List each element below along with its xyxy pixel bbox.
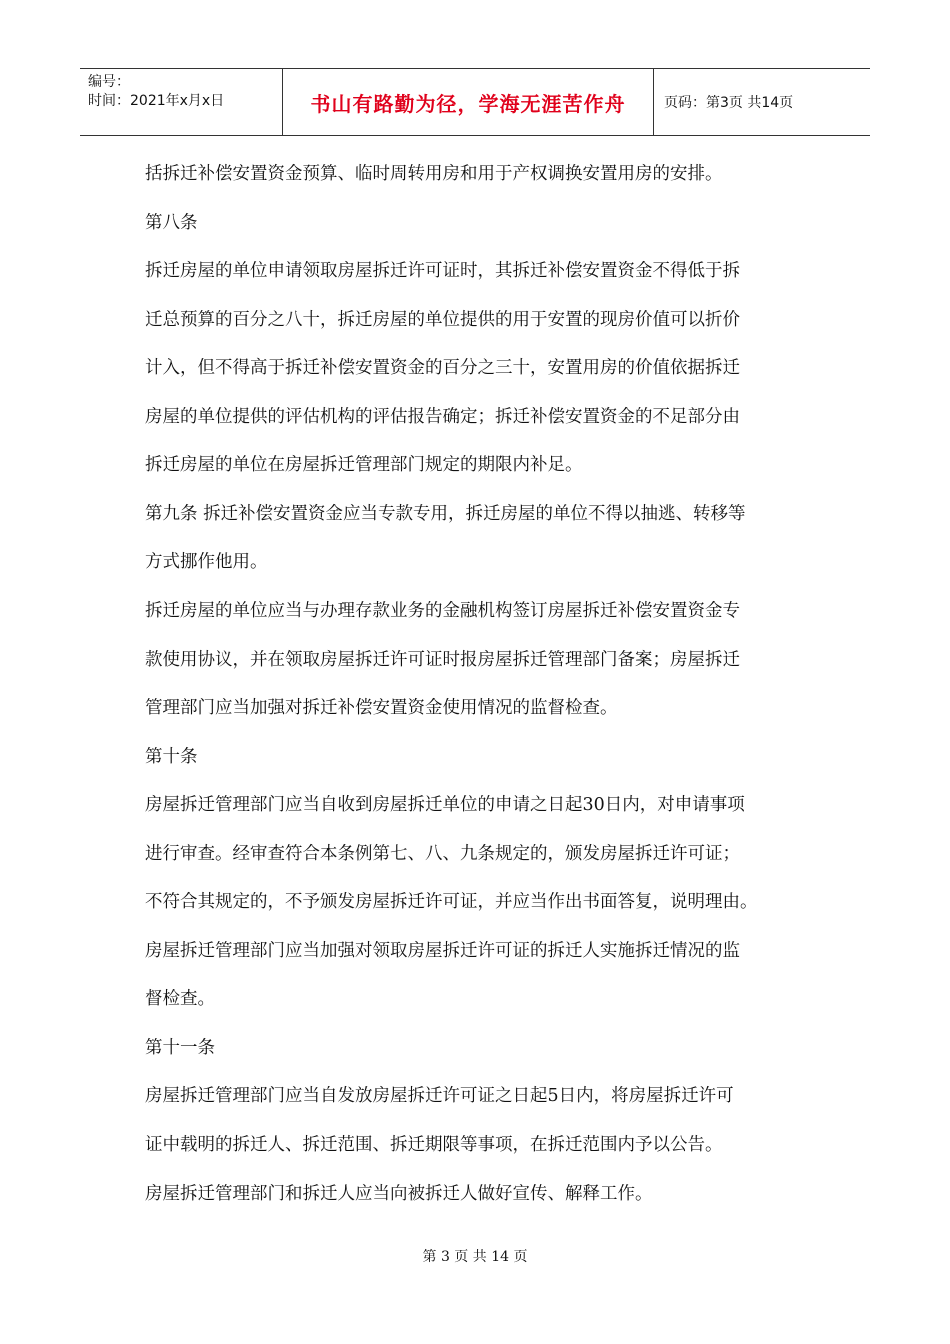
document-time-label: 时间：2021年x月x日	[88, 93, 225, 109]
body-line: 款使用协议，并在领取房屋拆迁许可证时报房屋拆迁管理部门备案；房屋拆迁	[145, 649, 740, 670]
body-line: 督检查。	[145, 989, 215, 1010]
body-line: 拆迁房屋的单位应当与办理存款业务的金融机构签订房屋拆迁补偿安置资金专	[145, 600, 740, 621]
body-line: 方式挪作他用。	[145, 552, 268, 573]
header-motto-cell	[282, 69, 654, 135]
body-line: 房屋拆迁管理部门应当加强对领取房屋拆迁许可证的拆迁人实施拆迁情况的监	[145, 940, 740, 961]
body-line: 第十条	[145, 746, 198, 767]
body-line: 迁总预算的百分之八十，拆迁房屋的单位提供的用于安置的现房价值可以折价	[145, 309, 740, 330]
body-line: 证中载明的拆迁人、拆迁范围、拆迁期限等事项，在拆迁范围内予以公告。	[145, 1135, 723, 1155]
body-line: 第八条	[145, 212, 198, 233]
header-page-info: 页码：第3页 共14页	[664, 95, 794, 111]
body-line: 房屋拆迁管理部门应当自发放房屋拆迁许可证之日起5日内，将房屋拆迁许可	[145, 1086, 734, 1107]
body-line: 计入，但不得高于拆迁补偿安置资金的百分之三十，安置用房的价值依据拆迁	[145, 358, 740, 379]
page-footer: 第 3 页 共 14 页	[422, 1249, 528, 1265]
body-line: 管理部门应当加强对拆迁补偿安置资金使用情况的监督检查。	[145, 698, 618, 719]
body-line: 进行审查。经审查符合本条例第七、八、九条规定的，颁发房屋拆迁许可证；	[145, 843, 740, 864]
body-line: 不符合其规定的，不予颁发房屋拆迁许可证，并应当作出书面答复，说明理由。	[145, 892, 758, 913]
body-line: 房屋拆迁管理部门和拆迁人应当向被拆迁人做好宣传、解释工作。	[145, 1183, 653, 1204]
body-line: 第十一条	[145, 1037, 215, 1058]
header-motto: 书山有路勤为径，学海无涯苦作舟	[310, 91, 626, 116]
page-header	[80, 68, 870, 136]
body-line: 括拆迁补偿安置资金预算、临时周转用房和用于产权调换安置用房的安排。	[145, 164, 723, 184]
body-line: 房屋的单位提供的评估机构的评估报告确定；拆迁补偿安置资金的不足部分由	[145, 406, 740, 427]
document-number-label: 编号：	[88, 74, 130, 90]
body-line: 第九条 拆迁补偿安置资金应当专款专用，拆迁房屋的单位不得以抽逃、转移等	[145, 503, 746, 524]
header-meta	[80, 69, 282, 135]
body-line: 拆迁房屋的单位申请领取房屋拆迁许可证时，其拆迁补偿安置资金不得低于拆	[145, 261, 740, 282]
body-line: 房屋拆迁管理部门应当自收到房屋拆迁单位的申请之日起30日内，对申请事项	[145, 795, 745, 816]
body-line: 拆迁房屋的单位在房屋拆迁管理部门规定的期限内补足。	[145, 455, 583, 476]
